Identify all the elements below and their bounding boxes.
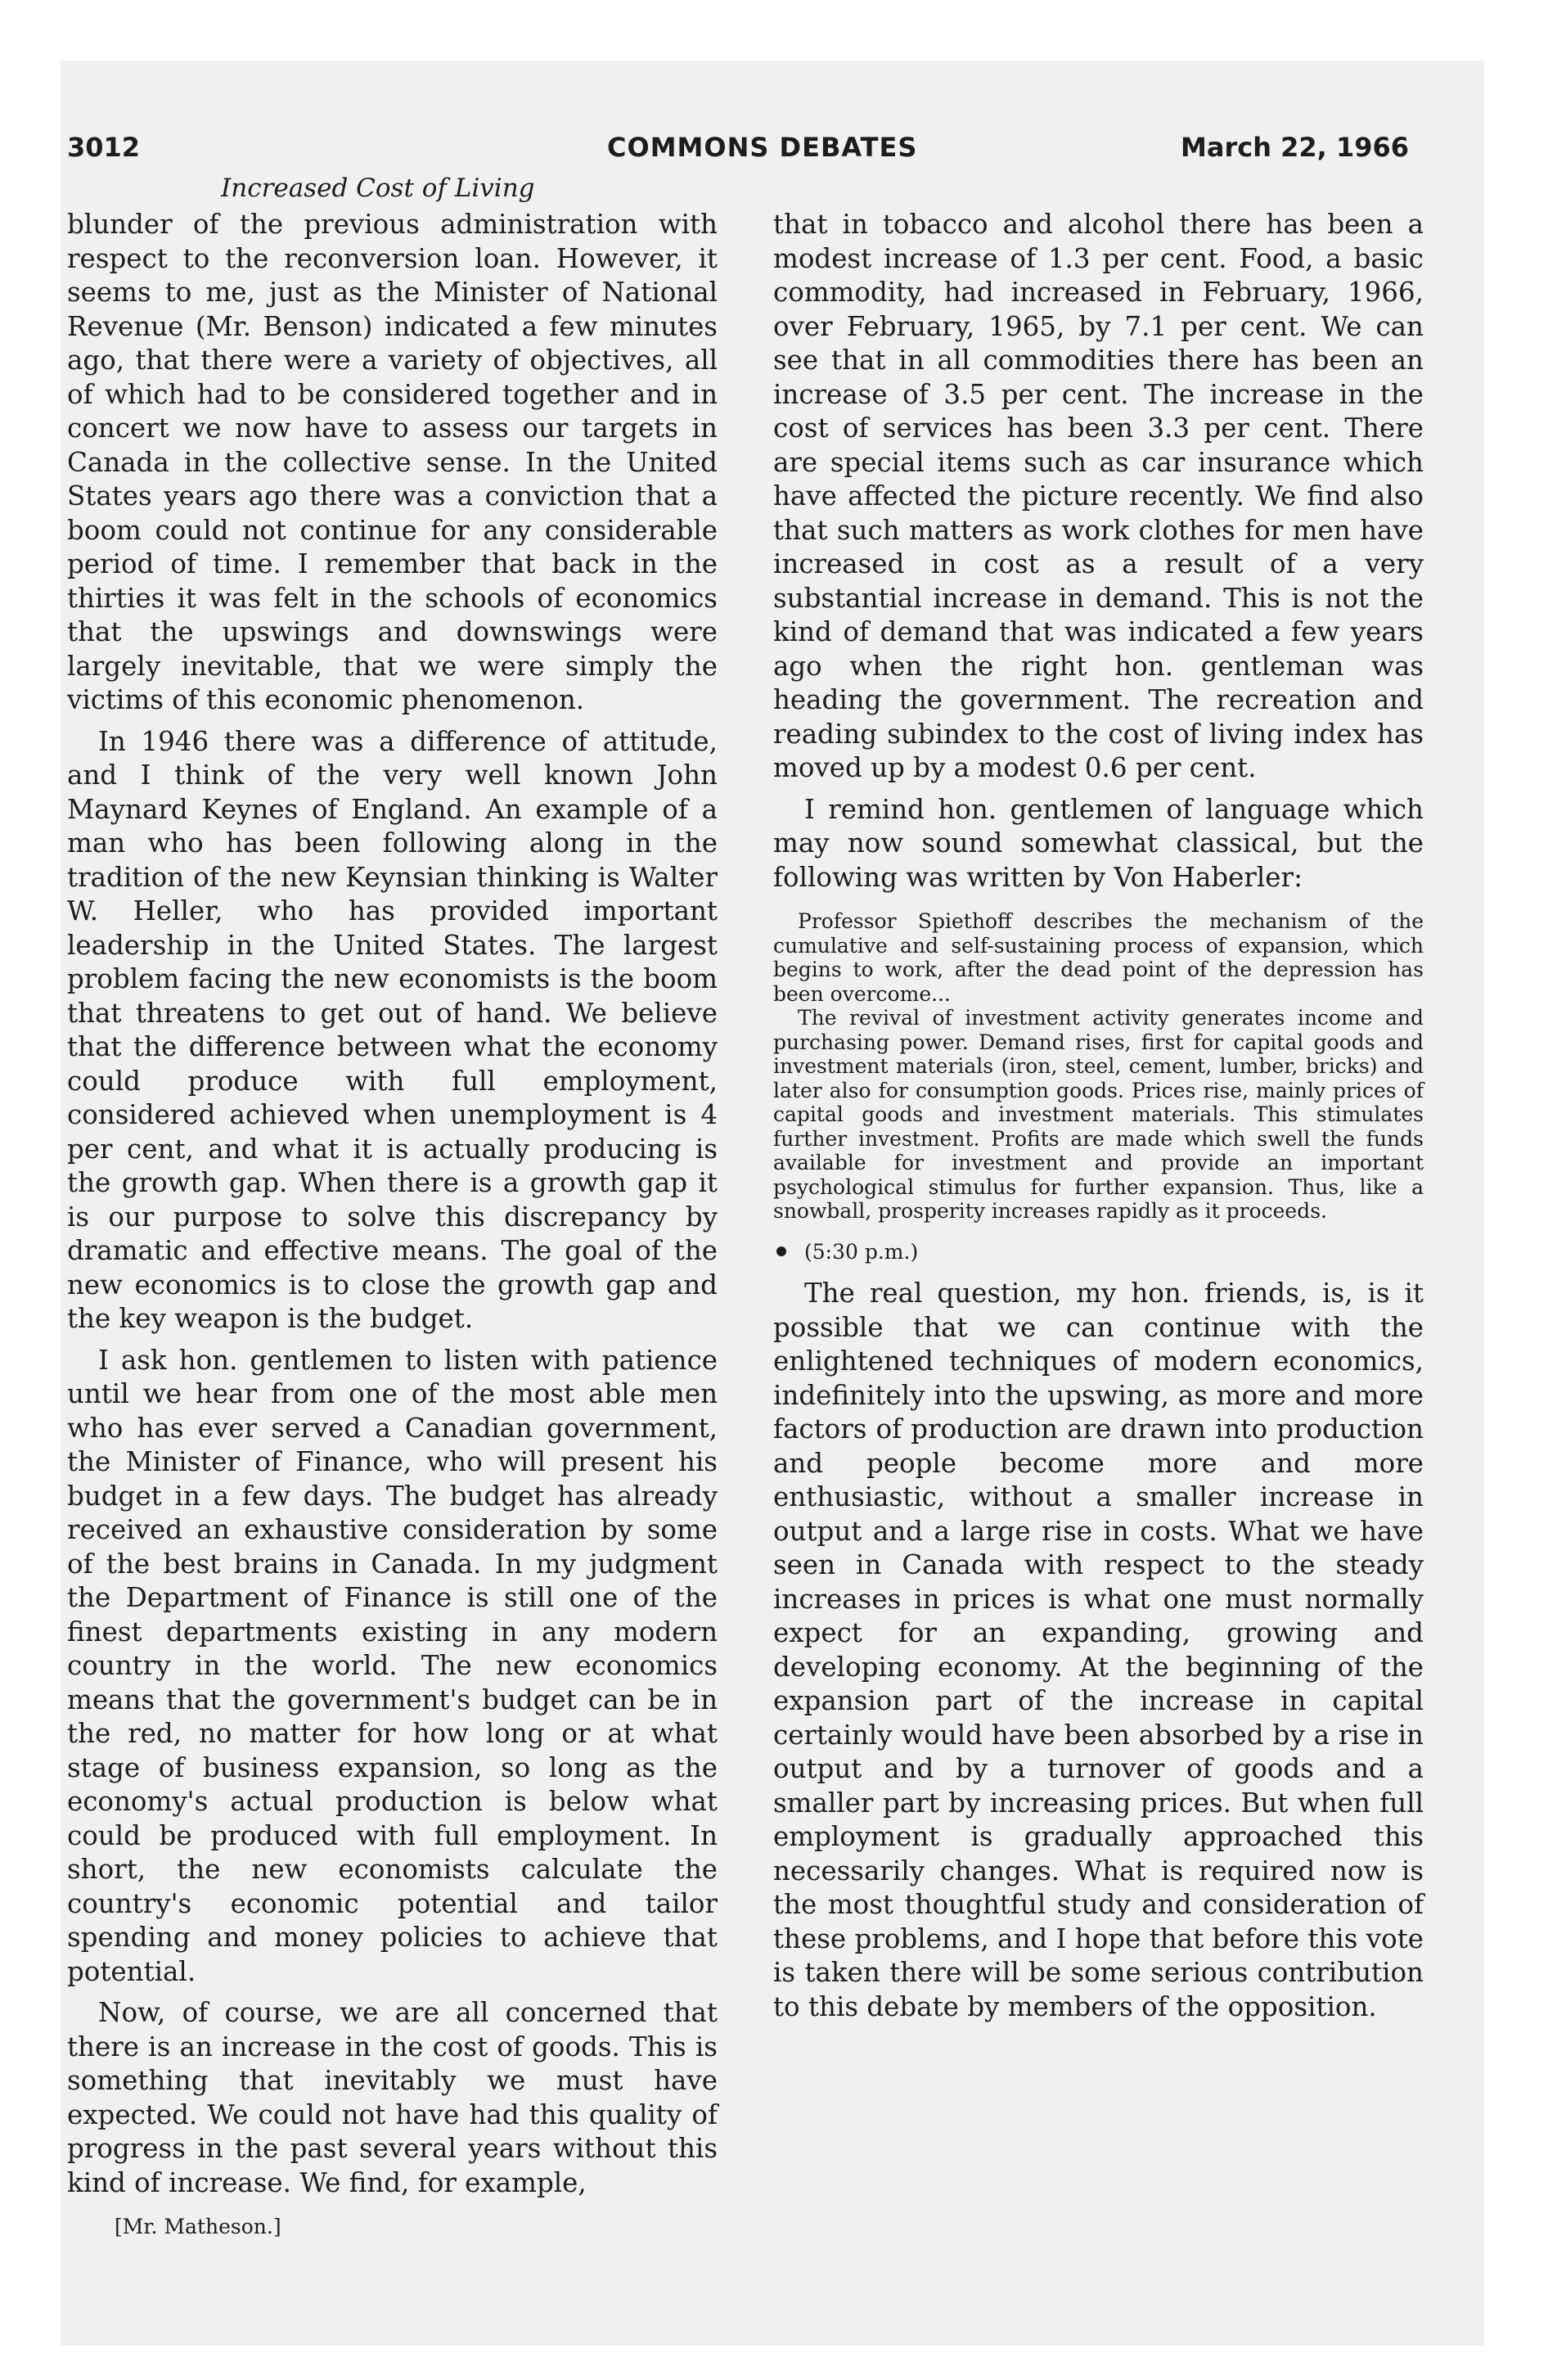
right-column: [773, 208, 1424, 2024]
publication-date: March 22, 1966: [1181, 132, 1409, 163]
speaker-attribution: [Mr. Matheson.]: [115, 2215, 281, 2238]
publication-title: COMMONS DEBATES: [607, 132, 918, 163]
left-column: [67, 208, 718, 2244]
paragraph: I ask hon. gentlemen to listen with patience until we hear from one of the most able men who has ever served a Canadian government, the Minister of Finance, who will present his budget in a few days. The budget has already received an exhaustive consideration by some of the best brains in Canada. In my judgment the Department of Finance is still one of the finest departments existing in any modern country in the world. The new economics means that the government's budget can be in the red, no matter for how long or at what stage of business expansion, so long as the economy's actual production is below what could be produced with full employment. In short, the new economists calculate the country's economic potential and tailor spending and money policies to achieve that potential.: [67, 1344, 718, 1987]
page-number: 3012: [67, 132, 141, 163]
paragraph: Now, of course, we are all concerned that there is an increase in the cost of goods. This is something that inevitably we must have expected. We could not have had this quality of progress in the past several years without this kind of increase. We find, for example,: [67, 1997, 718, 2198]
paragraph: blunder of the previous administration with respect to the reconversion loan. However, it seems to me, just as the Minister of National Revenue (Mr. Benson) indicated a few minutes ago, that there were a variety of objectives, all of which had to be considered together and in concert we now have to assess our targets in Canada in the collective sense. In the United States years ago there was a conviction that a boom could not continue for any considerable period of time. I remember that back in the thirties it was felt in the schools of economics that the upswings and downswings were largely inevitable, that we were simply the victims of this economic phenomenon.: [67, 209, 718, 715]
section-title: Increased Cost of Living: [221, 174, 535, 203]
time-marker: [773, 1235, 1424, 1269]
paragraph: The real question, my hon. friends, is, is it possible that we can continue with the enlightened techniques of modern economics, indefinitely into the upswing, as more and more factors of production are drawn into production and people become more and more enthusiastic, without a smaller increase in output and a large rise in costs. What we have seen in Canada with respect to the steady increases in prices is what one must normally expect for an expanding, growing and developing economy. At the beginning of the expansion part of the increase in capital certainly would have been absorbed by a rise in output and by a turnover of goods and a smaller part by increasing prices. But when full employment is gradually approached this necessarily changes. What is required now is the most thoughtful study and consideration of these problems, and I hope that before this vote is taken there will be some serious contribution to this debate by members of the opposition.: [773, 1278, 1424, 2022]
block-quote: [773, 909, 1424, 1224]
quote-paragraph: Professor Spiethoff describes the mechanism of the cumulative and self-sustaining process of expansion, which begins to work, after the dead point of the depression has been overcome...: [773, 909, 1424, 1006]
quote-paragraph: The revival of investment activity generates income and purchasing power. Demand rises, first for capital goods and investment materials (iron, steel, cement, lumber, bricks) and later also for consumption goods. Prices rise, mainly prices of capital goods and investment materials. This stimulates further investment. Profits are made which swell the funds available for investment and provide an important psychological stimulus for further expansion. Thus, like a snowball, prosperity increases rapidly as it proceeds.: [773, 1006, 1424, 1223]
paragraph: I remind hon. gentlemen of language which may now sound somewhat classical, but the following was written by Von Haberler:: [773, 793, 1424, 893]
page-header: [67, 132, 1409, 171]
paragraph: In 1946 there was a difference of attitude, and I think of the very well known John Maynard Keynes of England. An example of a man who has been following along in the tradition of the new Keynsian thinking is Walter W. Heller, who has provided important leadership in the United States. The largest problem facing the new economists is the boom that threatens to get out of hand. We believe that the difference between what the economy could produce with full employment, considered achieved when unemployment is 4 per cent, and what it is actually producing is the growth gap. When there is a growth gap it is our purpose to solve this discrepancy by dramatic and effective means. The goal of the new economics is to close the growth gap and the key weapon is the budget.: [67, 725, 718, 1334]
bullet-icon: [776, 1246, 786, 1256]
time-marker-text: (5:30 p.m.): [804, 1239, 919, 1264]
paragraph: that in tobacco and alcohol there has been a modest increase of 1.3 per cent. Food, a basic commodity, had increased in February, 1966, over February, 1965, by 7.1 per cent. We can see that in all commodities there has been an increase of 3.5 per cent. The increase in the cost of services has been 3.3 per cent. There are special items such as car insurance which have affected the picture recently. We find also that such matters as work clothes for men have increased in cost as a result of a very substantial increase in demand. This is not the kind of demand that was indicated a few years ago when the right hon. gentleman was heading the government. The recreation and reading subindex to the cost of living index has moved up by a modest 0.6 per cent.: [773, 209, 1424, 783]
